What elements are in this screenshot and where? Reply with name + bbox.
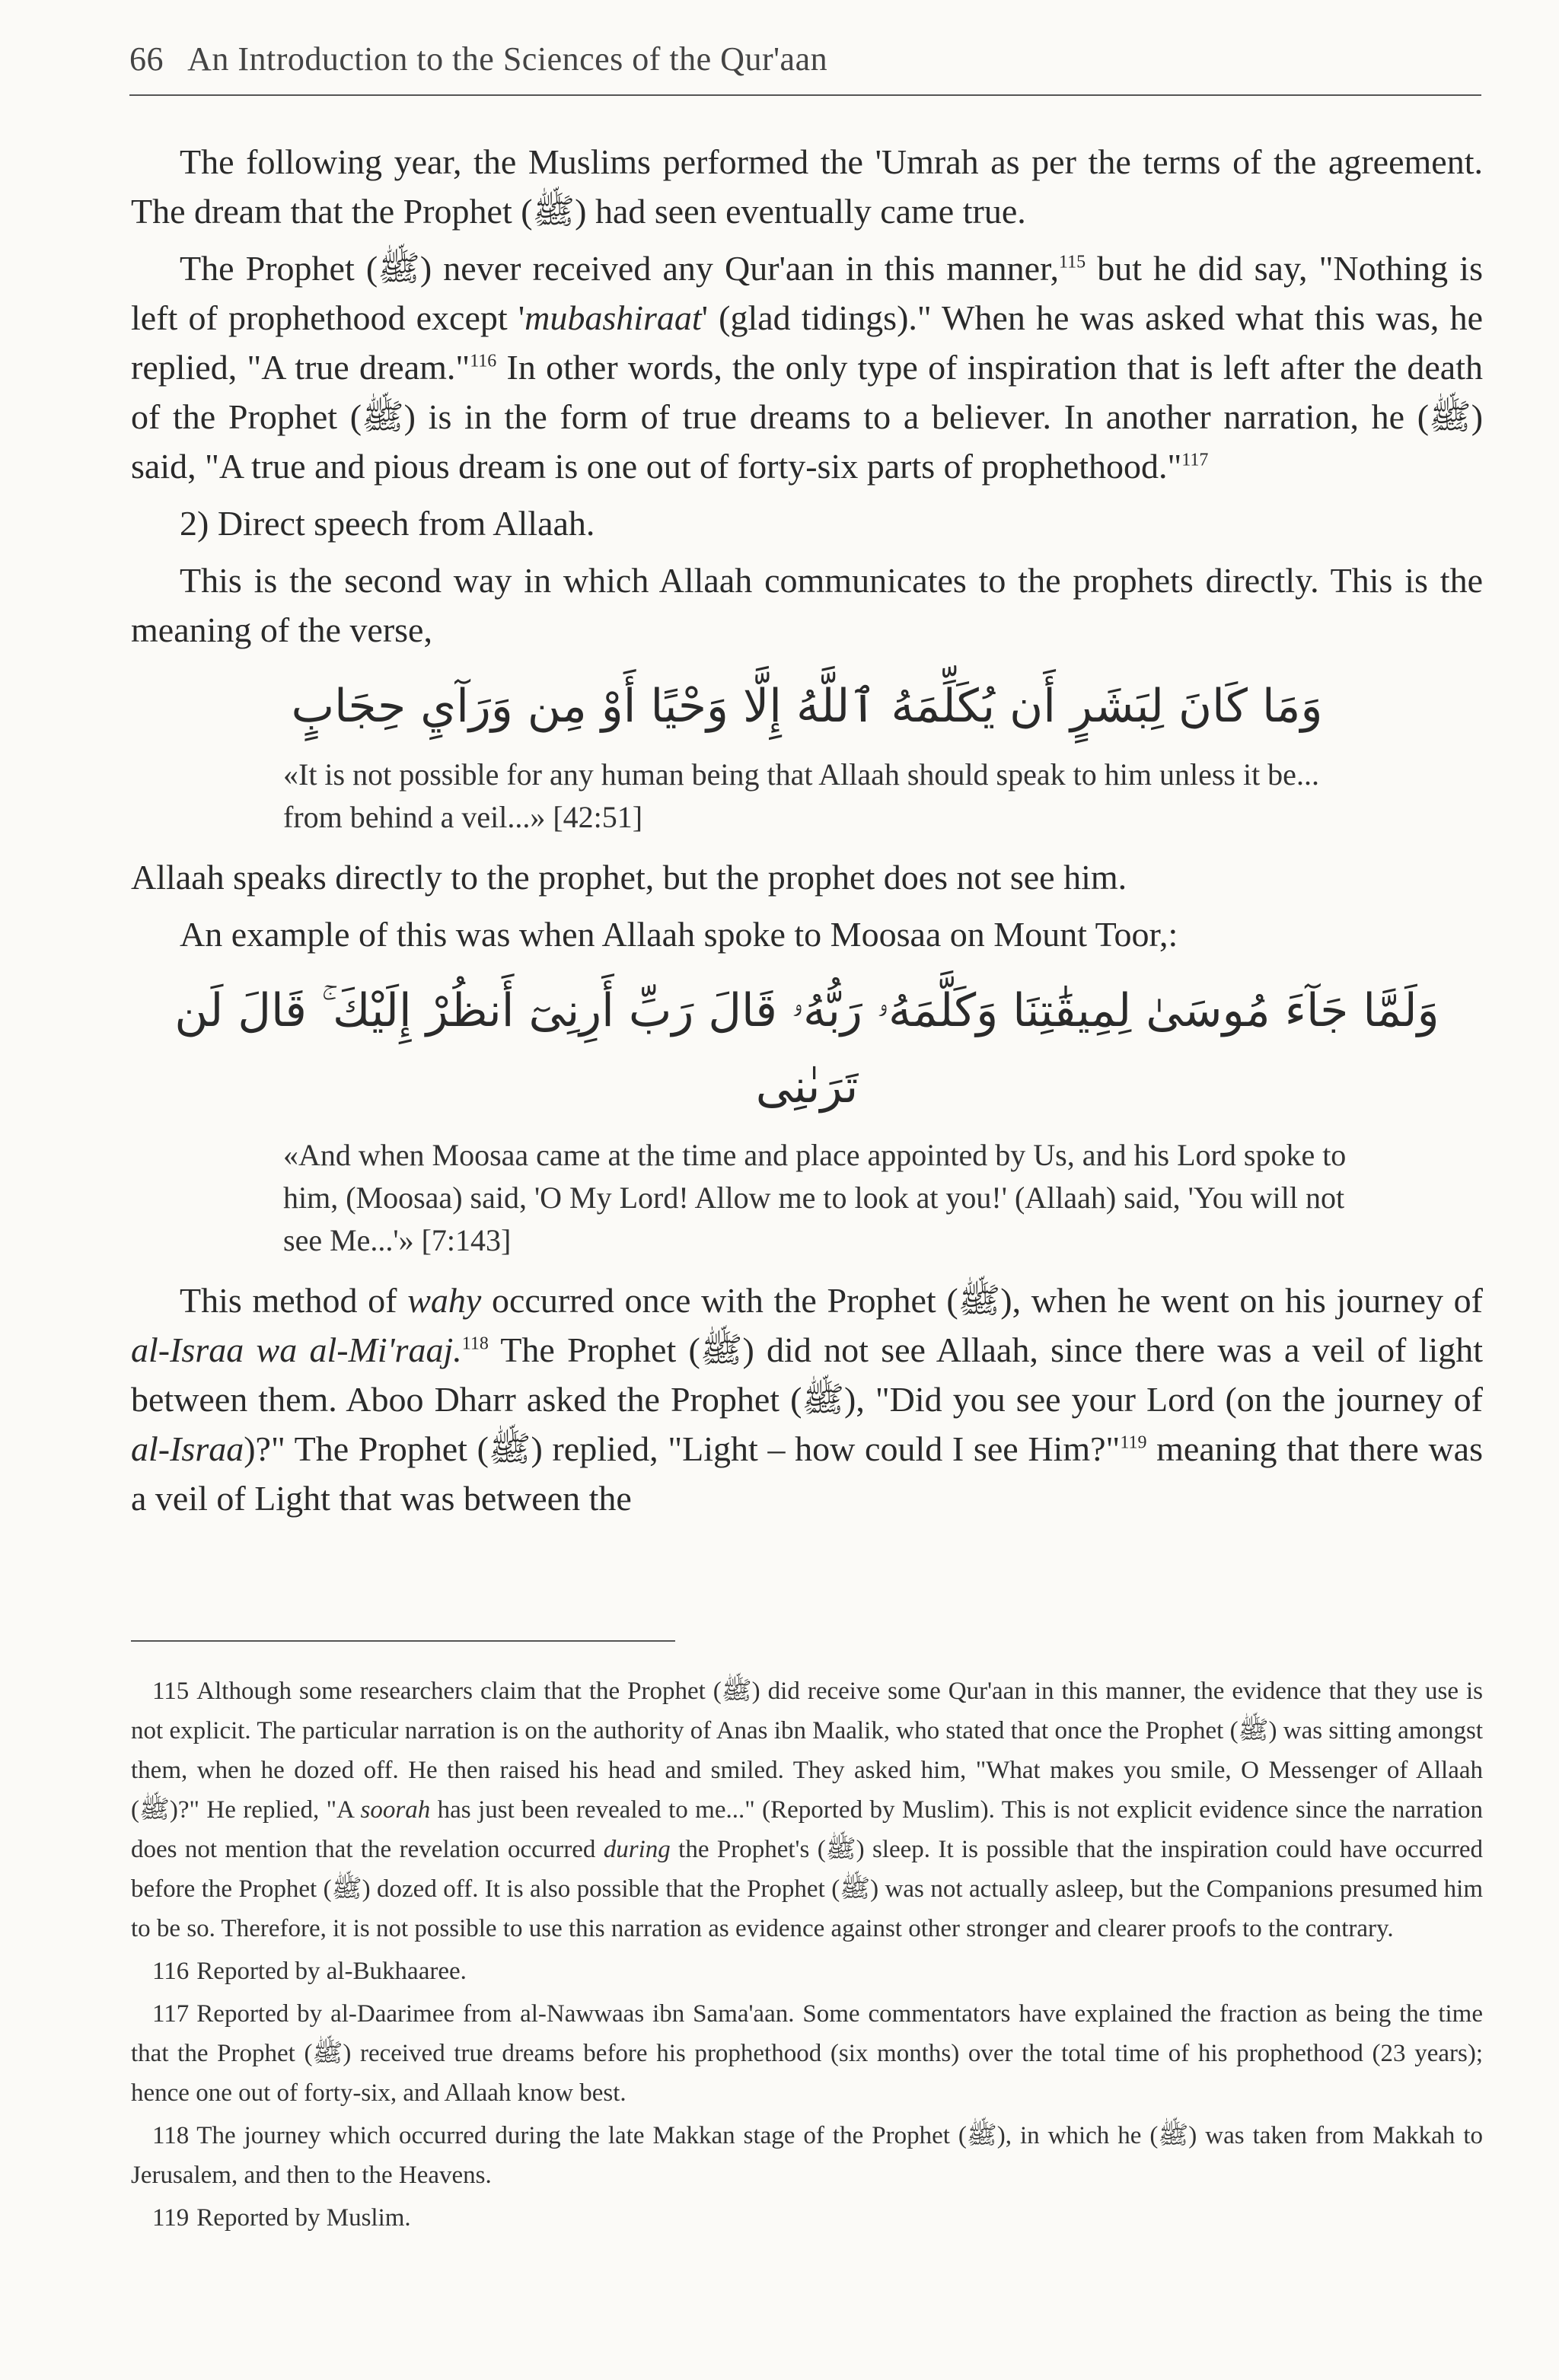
footnote-115: 115 Although some researchers claim that the Prophet (ﷺ) did receive some Qur'aan in this manner, the evidence that they use is not explicit. The particular narration is on the authority of Anas ibn Maalik, who stated that once the Prophet (ﷺ) was sitting amongst them, when he dozed off. He then raised his head and smiled. They asked him, "What makes you smile, O Messenger of Allaah (ﷺ)?" He replied, "A soorah has just been revealed to me..." (Reported by Muslim). This is not explicit evidence since the narration does not mention that the revelation occurred during the Prophet's (ﷺ) sleep. It is possible that the inspiration could have occurred before the Prophet (ﷺ) dozed off. It is also possible that the Prophet (ﷺ) was not actually asleep, but the Companions presumed him to be so. Therefore, it is not possible to use this narration as evidence against other stronger and clearer proofs to the contrary. (131, 1677, 1484, 1942)
main-text (131, 137, 1483, 1531)
footnote-119: 119 Reported by Muslim. (152, 2204, 411, 2232)
page-number: 66 (129, 40, 164, 78)
header-rule (129, 94, 1481, 96)
footnote-117: 117 Reported by al-Daarimee from al-Nawwaas ibn Sama'aan. Some commentators have explained the fraction as being the time that the Prophet (ﷺ) received true dreams before his prophethood (six months) over the total time of his prophethood (23 years); hence one out of forty-six, and Allaah know best. (131, 2000, 1483, 2107)
footnote-rule (131, 1640, 675, 1642)
paragraph-6: An example of this was when Allaah spoke to Moosaa on Mount Toor,: (180, 915, 1178, 954)
paragraph-3: 2) Direct speech from Allaah. (180, 504, 595, 543)
paragraph-1: The following year, the Muslims performed the 'Umrah as per the terms of the agreement. The dream that the Prophet (ﷺ) had seen eventually came true. (131, 142, 1483, 231)
verse-translation-2: «And when Moosaa came at the time and place appointed by Us, and his Lord spoke to him, (Moosaa) said, 'O My Lord! Allow me to look at you!' (Allaah) said, 'You will not see Me...'» [7:143] (283, 1138, 1347, 1257)
footnote-ref-117[interactable]: 117 (1181, 450, 1209, 470)
running-header (129, 40, 1481, 78)
arabic-verse-1: وَمَا كَانَ لِبَشَرٍ أَن يُكَلِّمَهُ ٱللَّهُ إِلَّا وَحْيًا أَوْ مِن وَرَآيِ حِجَابٍ (291, 680, 1323, 733)
arabic-verse-2: وَلَمَّا جَآءَ مُوسَىٰ لِمِيقَٰتِنَا وَكَلَّمَهُۥ رَبُّهُۥ قَالَ رَبِّ أَرِنِىٓ أَنظُرْ إِلَيْكَ ۚ قَالَ لَن تَرَىٰنِى (174, 984, 1439, 1114)
footnote-ref-118[interactable]: 118 (461, 1333, 489, 1354)
paragraph-5: Allaah speaks directly to the prophet, but the prophet does not see him. (131, 858, 1127, 897)
verse-translation-1: «It is not possible for any human being that Allaah should speak to him unless it be... from behind a veil...» [42:51] (283, 757, 1319, 834)
footnote-ref-119[interactable]: 119 (1120, 1432, 1147, 1453)
paragraph-7: This method of wahy occurred once with the Prophet (ﷺ), when he went on his journey of al-Israa wa al-Mi'raaj.$^{118}$ The Prophet (ﷺ) did not see Allaah, since there was a veil of light between them. Aboo Dharr asked the Prophet (ﷺ), "Did you see your Lord (on the journey of al-Israa)?" The Prophet (ﷺ) replied, "Light – how could I see Him?"$^{119}$ meaning that there was a veil of Light that was between the (131, 1281, 1483, 1518)
footnotes (131, 1671, 1483, 2241)
running-title: An Introduction to the Sciences of the Qur'aan (187, 40, 828, 78)
footnote-118: 118 The journey which occurred during the late Makkan stage of the Prophet (ﷺ), in which he (ﷺ) was taken from Makkah to Jerusalem, and then to the Heavens. (131, 2122, 1483, 2189)
footnote-116: 116 Reported by al-Bukhaaree. (152, 1958, 467, 1985)
footnote-ref-116[interactable]: 116 (470, 351, 497, 371)
paragraph-4: This is the second way in which Allaah communicates to the prophets directly. This is the meaning of the verse, (131, 561, 1483, 649)
paragraph-2: The Prophet (ﷺ) never received any Qur'aan in this manner,$^{115}$ but he did say, "Nothing is left of prophethood except 'mubashiraat' (glad tidings)." When he was asked what this was, he replied, "A true dream."$^{116}$ In other words, the only type of inspiration that is left after the death of the Prophet (ﷺ) is in the form of true dreams to a believer. In another narration, he (ﷺ) said, "A true and pious dream is one out of forty-six parts of prophethood."$^{117}$ (131, 249, 1484, 486)
footnote-ref-115[interactable]: 115 (1058, 252, 1086, 272)
